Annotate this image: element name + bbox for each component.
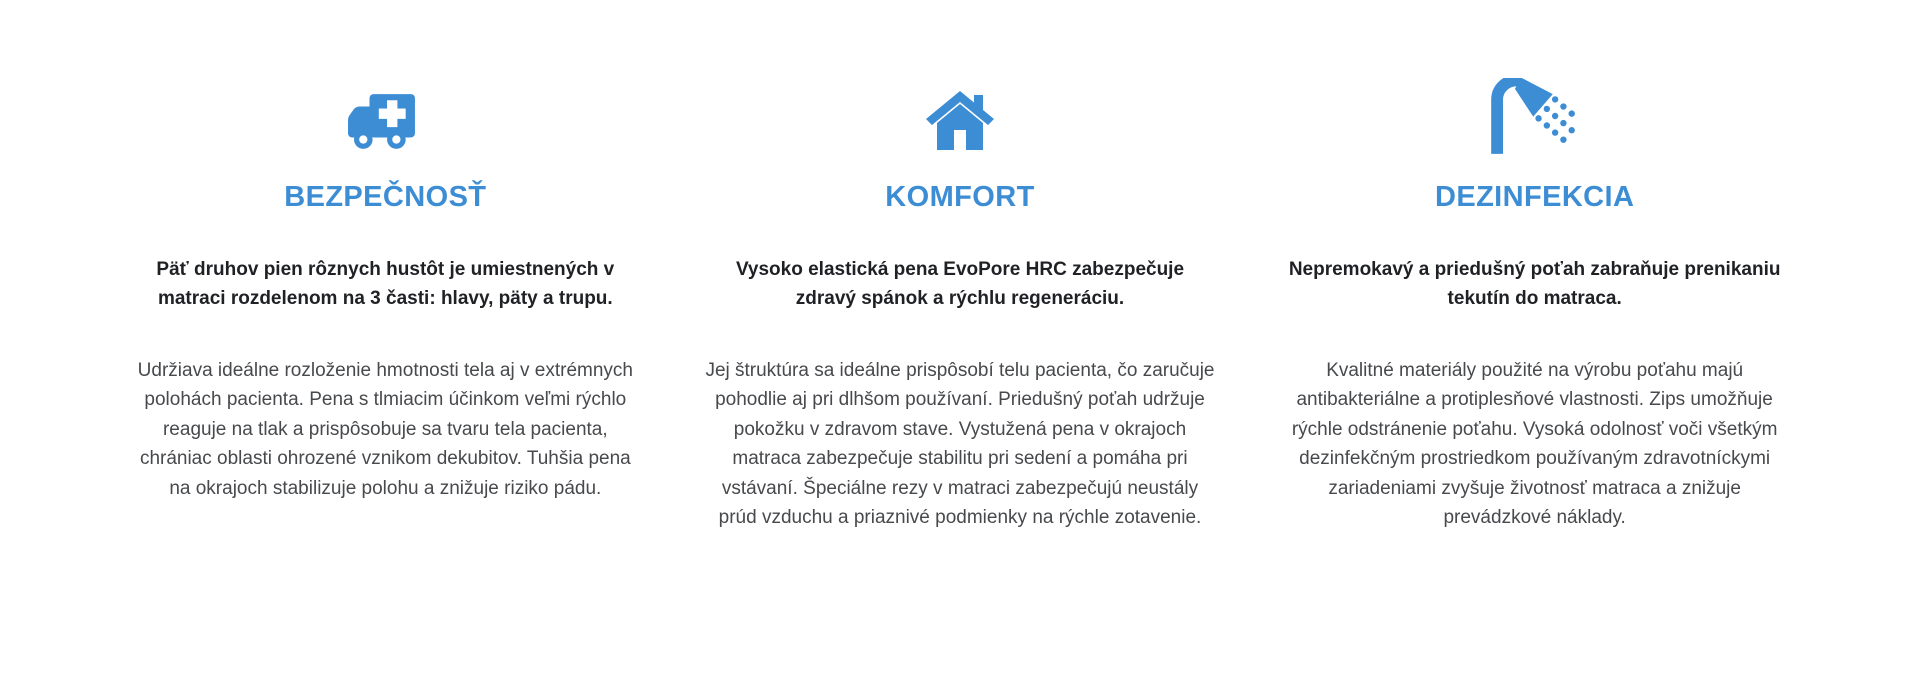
ambulance-icon	[128, 88, 643, 154]
feature-card-comfort	[673, 88, 1248, 533]
feature-description-disinfection: Kvalitné materiály použité na výrobu poťahu majú antibakteriálne a protiplesňové vlastnosti. Zips umožňuje rýchle odstránenie poťahu. Vysoká odolnosť voči všetkým dezinfekčným prostriedkom používaným zdravotníckymi zariadeniami zvyšuje životnosť matraca a znižuje prevádzkové náklady.	[1291, 359, 1778, 529]
feature-card-disinfection	[1247, 88, 1822, 533]
feature-title-safety: BEZPEČNOSŤ	[284, 181, 487, 213]
features-section	[98, 0, 1822, 533]
shower-icon	[1277, 88, 1792, 154]
feature-description-safety: Udržiava ideálne rozloženie hmotnosti tela aj v extrémnych polohách pacienta. Pena s tlmiacim účinkom veľmi rýchlo reaguje na tlak a prispôsobuje sa tvaru tela pacienta, chrániac oblasti ohrozené vznikom dekubitov. Tuhšia pena na okrajoch stabilizuje polohu a znižuje riziko pádu.	[137, 359, 633, 499]
home-icon	[703, 88, 1218, 154]
feature-lead-comfort: Vysoko elastická pena EvoPore HRC zabezpečuje zdravý spánok a rýchlu regeneráciu.	[735, 258, 1185, 309]
feature-card-safety	[98, 88, 673, 533]
feature-title-comfort: KOMFORT	[885, 181, 1035, 213]
feature-description-comfort: Jej štruktúra sa ideálne prispôsobí telu pacienta, čo zaručuje pohodlie aj pri dlhšom používaní. Priedušný poťah udržuje pokožku v zdravom stave. Vystužená pena v okrajoch matraca zabezpečuje stabilitu pri sedení a pomáha pri vstávaní. Špeciálne rezy v matraci zabezpečujú neustály prúd vzduchu a priaznivé podmienky na rýchle zotavenie.	[705, 359, 1215, 529]
feature-lead-disinfection: Nepremokavý a priedušný poťah zabraňuje prenikaniu tekutín do matraca.	[1288, 258, 1781, 309]
feature-title-disinfection: DEZINFEKCIA	[1434, 181, 1635, 213]
feature-lead-safety: Päť druhov pien rôznych hustôt je umiestnených v matraci rozdelenom na 3 časti: hlavy, päty a trupu.	[156, 258, 615, 309]
